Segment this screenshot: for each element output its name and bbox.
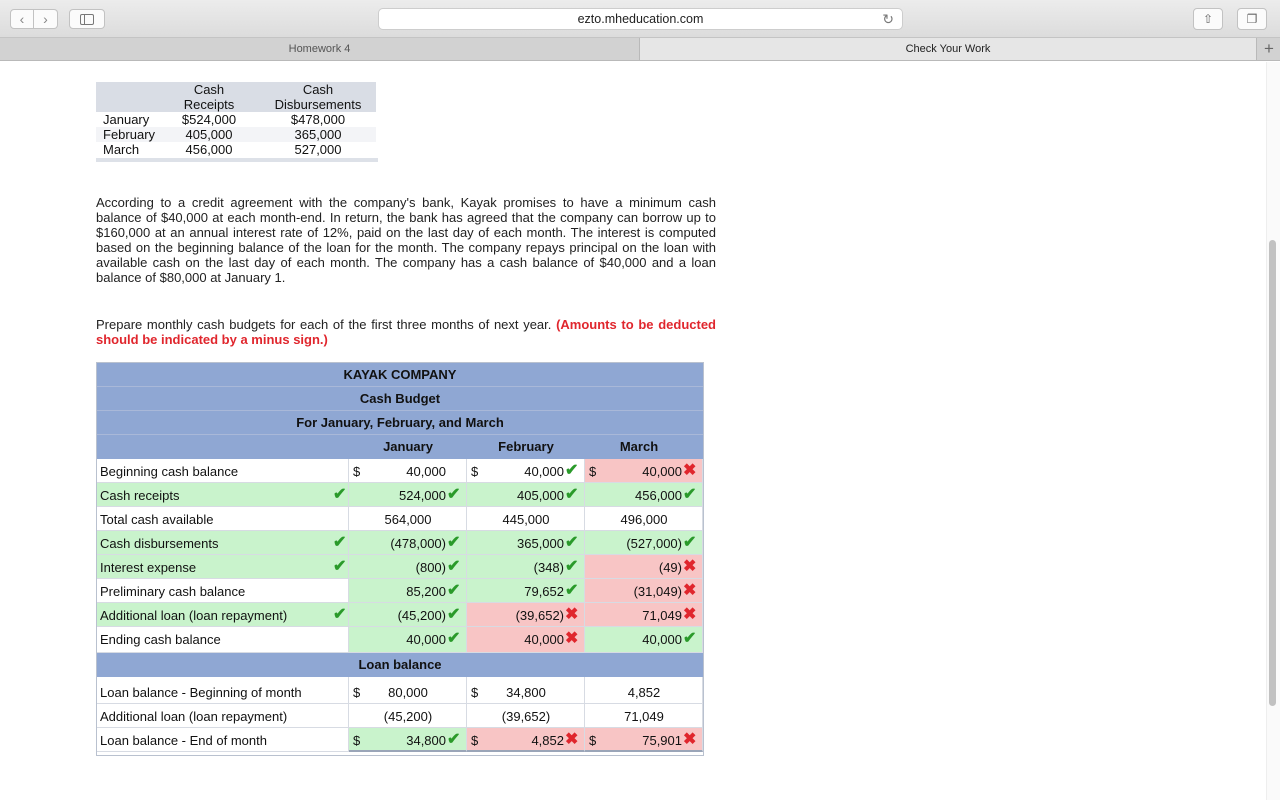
dollar-sign: $: [471, 733, 479, 748]
checkmark-icon: ✔: [447, 731, 461, 748]
row-label: Interest expense: [100, 560, 197, 575]
receipts-value: 405,000: [185, 127, 233, 142]
url-text: ezto.mheducation.com: [577, 12, 704, 26]
dollar-sign: $: [353, 464, 361, 479]
month-label: February: [103, 127, 156, 142]
checkmark-icon: ✔: [565, 462, 579, 479]
january-beginning-cash-balance-input[interactable]: [349, 459, 467, 483]
cell-value: (478,000): [390, 536, 446, 551]
january-cash-receipts-input[interactable]: [349, 483, 467, 507]
cell-value: (800): [415, 560, 446, 575]
january-additional-loan-loan-repayment-input[interactable]: [349, 603, 467, 627]
february-beginning-cash-balance-input[interactable]: [467, 459, 585, 483]
month-label: March: [103, 142, 140, 157]
march-loan-balance-beginning-of-month-cell: [585, 677, 703, 704]
checkmark-icon: ✔: [447, 582, 461, 599]
checkmark-icon: ✔: [447, 486, 461, 503]
cell-value: 405,000: [517, 488, 564, 503]
company-name: KAYAK COMPANY: [97, 363, 703, 387]
x-mark-icon: ✖: [683, 606, 697, 623]
disbursements-value: 365,000: [294, 127, 342, 142]
checkmark-icon: ✔: [333, 558, 347, 575]
february-cash-receipts-input[interactable]: [467, 483, 585, 507]
cell-value: (31,049): [633, 584, 682, 599]
cell-value: 79,652: [524, 584, 564, 599]
checkmark-icon: ✔: [683, 486, 697, 503]
browser-toolbar: [0, 0, 1280, 38]
cell-value: 4,852: [627, 685, 661, 700]
tab-homework[interactable]: Homework 4: [0, 38, 640, 60]
cell-value: 4,852: [531, 733, 564, 748]
checkmark-icon: ✔: [683, 630, 697, 647]
header-receipts-line1: Cash: [193, 82, 225, 97]
row-label-cell: [97, 728, 349, 752]
march-loan-balance-end-of-month-cell[interactable]: [585, 728, 703, 752]
cash-budget-table: [96, 362, 704, 756]
february-additional-loan-loan-repayment-cell: [467, 704, 585, 728]
header-disbursements-line1: Cash: [302, 82, 334, 97]
back-icon[interactable]: ‹: [10, 9, 34, 29]
row-label-cell: [97, 579, 349, 603]
february-ending-cash-balance-input[interactable]: [467, 627, 585, 653]
checkmark-icon: ✔: [447, 534, 461, 551]
x-mark-icon: ✖: [683, 582, 697, 599]
x-mark-icon: ✖: [565, 630, 579, 647]
dollar-sign: $: [589, 733, 597, 748]
february-preliminary-cash-balance-input[interactable]: [467, 579, 585, 603]
checkmark-icon: ✔: [447, 606, 461, 623]
row-label-cell: [97, 459, 349, 483]
x-mark-icon: ✖: [565, 731, 579, 748]
row-label: Loan balance - Beginning of month: [100, 685, 302, 700]
instructions-note: (Amounts to be deducted should be indicated by a minus sign.): [96, 317, 716, 347]
january-ending-cash-balance-input[interactable]: [349, 627, 467, 653]
cell-value: 75,901: [642, 733, 682, 748]
march-ending-cash-balance-input[interactable]: [585, 627, 703, 653]
march-cash-receipts-input[interactable]: [585, 483, 703, 507]
cell-value: (527,000): [626, 536, 682, 551]
february-additional-loan-loan-repayment-input[interactable]: [467, 603, 585, 627]
cell-value: 34,800: [406, 733, 446, 748]
disbursements-value: 527,000: [294, 142, 342, 157]
march-additional-loan-loan-repayment-input[interactable]: [585, 603, 703, 627]
checkmark-icon: ✔: [333, 534, 347, 551]
march-beginning-cash-balance-input[interactable]: [585, 459, 703, 483]
january-interest-expense-input[interactable]: [349, 555, 467, 579]
receipts-value: $524,000: [181, 112, 237, 127]
month-label: January: [103, 112, 150, 127]
tab-check-your-work[interactable]: Check Your Work: [640, 38, 1257, 60]
cell-value: 365,000: [517, 536, 564, 551]
budget-period: For January, February, and March: [97, 411, 703, 435]
february-cash-disbursements-input[interactable]: [467, 531, 585, 555]
row-label-cell: [97, 555, 349, 579]
checkmark-icon: ✔: [447, 558, 461, 575]
column-header-january: January: [383, 439, 433, 454]
february-loan-balance-beginning-of-month-cell: [467, 677, 585, 704]
march-total-cash-available-input[interactable]: [585, 507, 703, 531]
row-label-cell: [97, 627, 349, 653]
source-data-table: [96, 82, 378, 162]
dollar-sign: $: [589, 464, 597, 479]
cell-value: 71,049: [642, 608, 682, 623]
row-label-cell: [97, 531, 349, 555]
cell-value: 445,000: [502, 512, 550, 527]
cell-value: 40,000: [406, 632, 446, 647]
cell-value: 80,000: [388, 685, 428, 700]
dollar-sign: $: [471, 685, 479, 700]
scrollbar-thumb[interactable]: [1269, 240, 1276, 706]
row-label: Ending cash balance: [100, 632, 221, 647]
february-total-cash-available-input[interactable]: [467, 507, 585, 531]
plus-icon[interactable]: +: [1264, 39, 1274, 58]
march-interest-expense-input[interactable]: [585, 555, 703, 579]
march-additional-loan-loan-repayment-cell: [585, 704, 703, 728]
address-bar[interactable]: [378, 8, 903, 30]
column-header-march: March: [619, 439, 659, 454]
cell-value: 34,800: [506, 685, 546, 700]
loan-balance-header: Loan balance: [97, 653, 703, 677]
cell-value: 524,000: [399, 488, 446, 503]
header-receipts-line2: Receipts: [183, 97, 235, 112]
header-disbursements-line2: Disbursements: [274, 97, 362, 112]
cell-value: 40,000: [406, 464, 446, 479]
instructions-text: Prepare monthly cash budgets for each of the first three months of next year.: [96, 317, 552, 332]
cell-value: 85,200: [406, 584, 446, 599]
checkmark-icon: ✔: [565, 582, 579, 599]
tab-bar: [0, 38, 1280, 61]
share-icon[interactable]: ⇧: [1193, 8, 1223, 30]
row-label-cell: [97, 603, 349, 627]
cell-value: 40,000: [642, 632, 682, 647]
row-label: Cash receipts: [100, 488, 180, 503]
cell-value: (39,652): [515, 608, 564, 623]
reload-icon[interactable]: ↻: [882, 11, 894, 27]
cell-value: (348): [533, 560, 564, 575]
checkmark-icon: ✔: [565, 534, 579, 551]
february-interest-expense-input[interactable]: [467, 555, 585, 579]
cell-value: 40,000: [524, 632, 564, 647]
row-label: Additional loan (loan repayment): [100, 608, 288, 623]
january-total-cash-available-input[interactable]: [349, 507, 467, 531]
forward-icon[interactable]: ›: [34, 9, 58, 29]
january-loan-balance-end-of-month-cell[interactable]: [349, 728, 467, 752]
dollar-sign: $: [353, 685, 361, 700]
january-preliminary-cash-balance-input[interactable]: [349, 579, 467, 603]
receipts-value: 456,000: [185, 142, 233, 157]
dollar-sign: $: [471, 464, 479, 479]
march-cash-disbursements-input[interactable]: [585, 531, 703, 555]
instructions-paragraph: [96, 317, 716, 347]
x-mark-icon: ✖: [683, 462, 697, 479]
row-label: Total cash available: [100, 512, 214, 527]
cell-value: 40,000: [642, 464, 682, 479]
checkmark-icon: ✔: [333, 486, 347, 503]
cell-value: 496,000: [620, 512, 668, 527]
x-mark-icon: ✖: [565, 606, 579, 623]
cell-value: 40,000: [524, 464, 564, 479]
cell-value: (45,200): [397, 608, 446, 623]
checkmark-icon: ✔: [447, 630, 461, 647]
february-loan-balance-end-of-month-cell[interactable]: [467, 728, 585, 752]
cell-value: (39,652): [501, 709, 551, 724]
row-label-cell: [97, 483, 349, 507]
row-label-cell: [97, 677, 349, 704]
row-label: Loan balance - End of month: [100, 733, 267, 748]
dollar-sign: $: [353, 733, 361, 748]
row-label-cell: [97, 704, 349, 728]
disbursements-value: $478,000: [290, 112, 346, 127]
row-label: Additional loan (loan repayment): [100, 709, 288, 724]
january-additional-loan-loan-repayment-cell: [349, 704, 467, 728]
checkmark-icon: ✔: [683, 534, 697, 551]
x-mark-icon: ✖: [683, 731, 697, 748]
checkmark-icon: ✔: [565, 486, 579, 503]
cell-value: (45,200): [383, 709, 433, 724]
sidebar-icon[interactable]: [69, 9, 105, 29]
tabs-icon[interactable]: ❐: [1237, 8, 1267, 30]
march-preliminary-cash-balance-input[interactable]: [585, 579, 703, 603]
row-label: Beginning cash balance: [100, 464, 239, 479]
january-loan-balance-beginning-of-month-cell: [349, 677, 467, 704]
column-header-february: February: [498, 439, 554, 454]
cell-value: 456,000: [635, 488, 682, 503]
cell-value: (49): [658, 560, 682, 575]
cell-value: 564,000: [384, 512, 432, 527]
january-cash-disbursements-input[interactable]: [349, 531, 467, 555]
row-label: Cash disbursements: [100, 536, 219, 551]
nav-buttons: [10, 9, 58, 29]
budget-title: Cash Budget: [97, 387, 703, 411]
x-mark-icon: ✖: [683, 558, 697, 575]
row-label: Preliminary cash balance: [100, 584, 246, 599]
cell-value: 71,049: [624, 709, 664, 724]
credit-agreement-paragraph: According to a credit agreement with the company's bank, Kayak promises to have a minimum cash balance of $40,000 at each month-end. In return, the bank has agreed that the company can borrow up to $160,000 at an annual interest rate of 12%, paid on the last day of each month. The interest is computed based on the beginning balance of the loan for the month. The company repays principal on the loan with available cash on the last day of each month. The company has a cash balance of $40,000 and a loan balance of $80,000 at January 1.: [96, 195, 716, 285]
row-label-cell: [97, 507, 349, 531]
checkmark-icon: ✔: [565, 558, 579, 575]
checkmark-icon: ✔: [333, 606, 347, 623]
